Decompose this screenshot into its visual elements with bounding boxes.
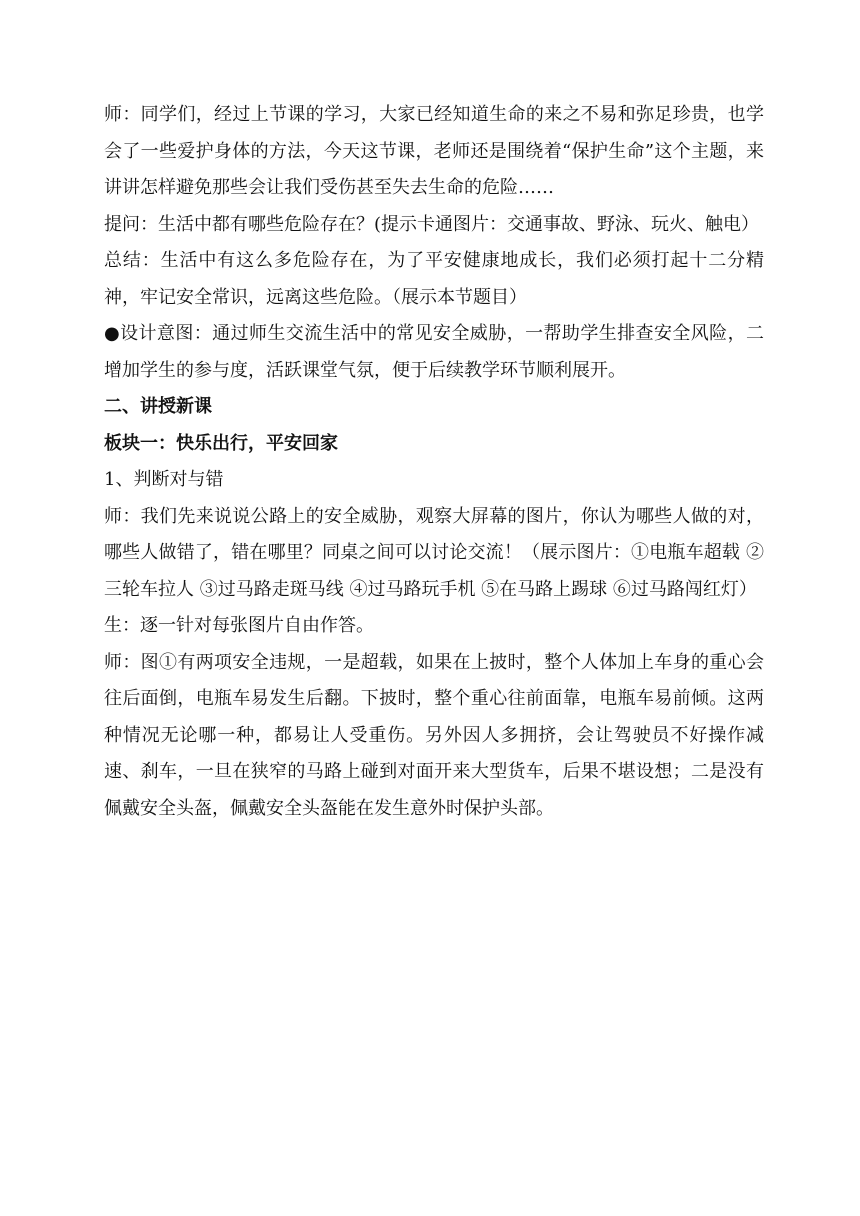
- question-paragraph: 提问：生活中都有哪些危险存在？(提示卡通图片：交通事故、野泳、玩火、触电）: [104, 213, 760, 235]
- section-heading: 二、讲授新课: [104, 396, 212, 417]
- subsection-heading: 1、判断对与错: [104, 469, 224, 490]
- document-body: [104, 97, 764, 827]
- block-heading: 板块一：快乐出行，平安回家: [104, 432, 338, 454]
- student-answer-paragraph: 生：逐一针对每张图片自由作答。: [104, 615, 374, 636]
- teacher-traffic-paragraph: 师：我们先来说说公路上的安全威胁，观察大屏幕的图片，你认为哪些人做的对，哪些人做错了，错在哪里？同桌之间可以讨论交流！（展示图片：①电瓶车超载 ②三轮车拉人 ③过马路走斑马线 ④过马路玩手机 ⑤在马路上踢球 ⑥过马路闯红灯）: [104, 505, 764, 600]
- teacher-intro-paragraph: 师：同学们，经过上节课的学习，大家已经知道生命的来之不易和弥足珍贵，也学会了一些爱护身体的方法，今天这节课，老师还是围绕着“保护生命”这个主题，来讲讲怎样避免那些会让我们受伤甚至失去生命的危险……: [104, 104, 764, 198]
- summary-paragraph: 总结：生活中有这么多危险存在，为了平安健康地成长，我们必须打起十二分精神，牢记安全常识，远离这些危险。（展示本节题目）: [104, 250, 764, 308]
- design-intent-paragraph: ●设计意图：通过师生交流生活中的常见安全威胁，一帮助学生排查安全风险，二增加学生的参与度，活跃课堂气氛，便于后续教学环节顺利展开。: [104, 323, 764, 381]
- teacher-explanation-paragraph: 师：图①有两项安全违规，一是超载，如果在上披时，整个人体加上车身的重心会往后面倒，电瓶车易发生后翻。下披时，整个重心往前面靠，电瓶车易前倾。这两种情况无论哪一种，都易让人受重伤。另外因人多拥挤，会让驾驶员不好操作减速、刹车，一旦在狭窄的马路上碰到对面开来大型货车，后果不堪设想；二是没有佩戴安全头盔，佩戴安全头盔能在发生意外时保护头部。: [104, 651, 764, 819]
